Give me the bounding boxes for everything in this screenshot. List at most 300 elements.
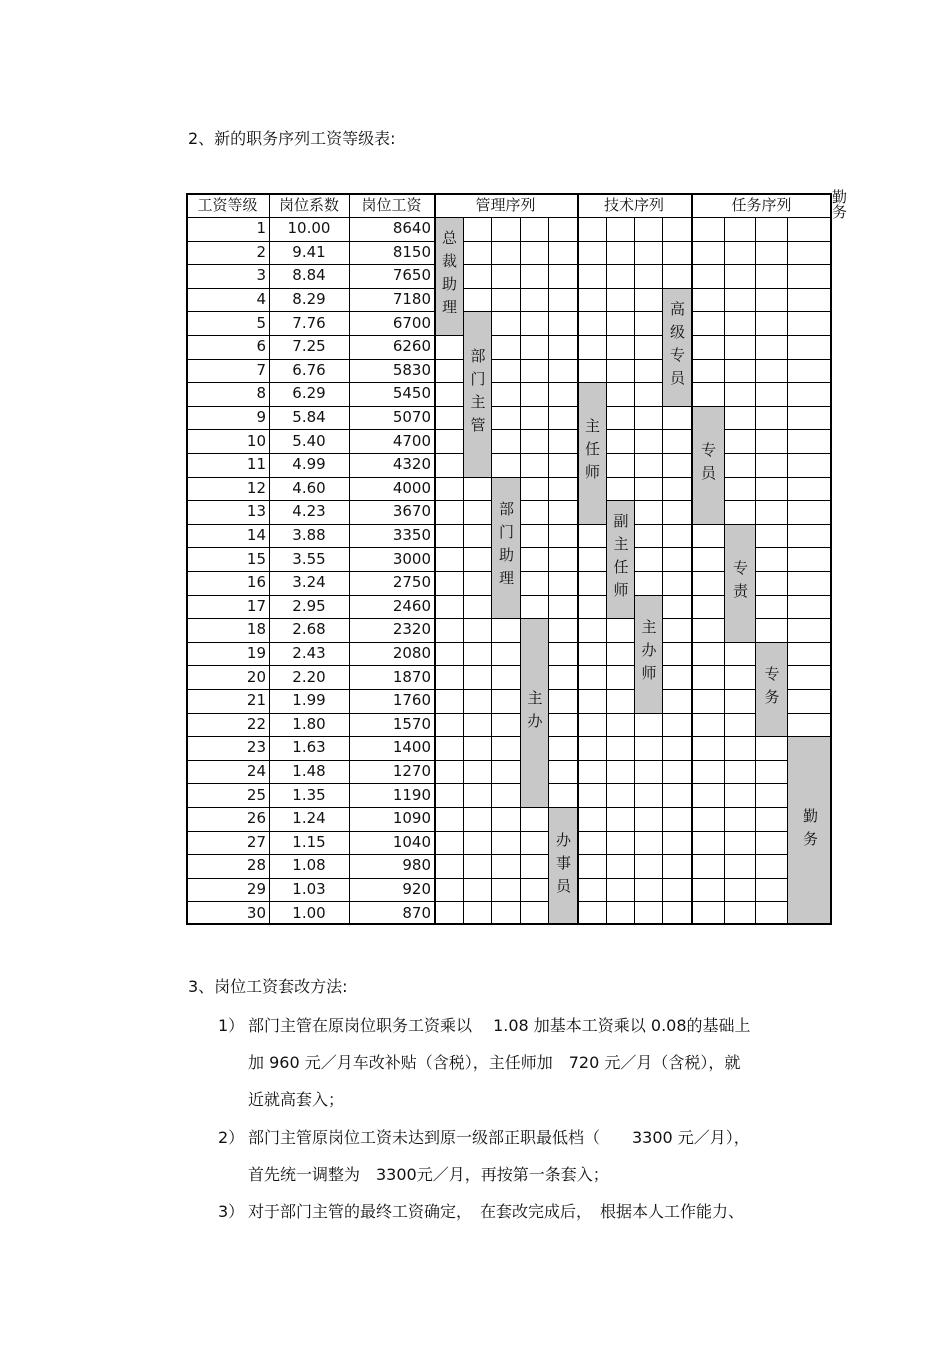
table-cell: 4320	[392, 455, 431, 474]
table-cell: 2320	[392, 620, 431, 639]
table-rule	[691, 783, 693, 807]
rank-band-label: 副主任师	[611, 513, 630, 606]
table-rule	[548, 807, 577, 808]
table-rule	[662, 406, 663, 430]
table-rule	[520, 807, 548, 808]
table-rule	[349, 311, 434, 312]
table-cell: 5830	[392, 360, 431, 379]
table-rule	[755, 831, 787, 832]
table-rule	[520, 335, 548, 336]
table-rule	[662, 382, 663, 406]
table-header-cell: 工资等级	[197, 195, 258, 214]
table-rule	[787, 783, 788, 807]
table-rule	[755, 689, 756, 713]
table-rule	[463, 665, 464, 689]
table-rule	[491, 901, 520, 902]
table-rule	[755, 359, 756, 383]
table-rule	[662, 264, 691, 265]
table-rule	[269, 642, 270, 666]
table-rule	[548, 760, 549, 784]
table-rule	[491, 831, 520, 832]
table-rule	[186, 807, 269, 808]
table-rule	[724, 264, 755, 265]
table-rule	[349, 382, 350, 406]
table-rule	[491, 429, 520, 430]
table-rule	[491, 760, 520, 761]
table-rule	[691, 736, 724, 737]
table-rule	[691, 453, 693, 477]
table-cell: 3.88	[292, 526, 326, 545]
table-rule	[662, 311, 663, 335]
table-rule	[463, 854, 464, 878]
table-rule	[349, 689, 434, 690]
table-cell: 1870	[392, 667, 431, 686]
table-rule	[724, 807, 725, 831]
table-rule	[606, 831, 634, 832]
table-rule	[662, 429, 691, 430]
table-rule	[349, 571, 434, 572]
table-rule	[755, 854, 787, 855]
table-cell: 1.03	[292, 880, 326, 899]
table-rule	[548, 382, 549, 406]
table-rule	[548, 288, 549, 312]
table-rule	[269, 500, 349, 501]
table-rule	[434, 382, 463, 383]
table-rule	[606, 241, 607, 265]
table-cell: 3670	[392, 502, 431, 521]
table-rule	[463, 736, 464, 760]
table-rule	[349, 547, 350, 571]
table-rule	[724, 760, 725, 784]
table-rule	[724, 477, 755, 478]
table-rule	[520, 524, 548, 525]
table-rule	[463, 736, 491, 737]
table-rule	[755, 878, 756, 902]
table-rule	[787, 264, 832, 265]
table-rule	[724, 618, 725, 642]
table-rule	[724, 241, 755, 242]
table-rule	[634, 783, 635, 807]
table-rule	[724, 335, 755, 336]
table-rule	[755, 264, 756, 288]
table-rule	[787, 642, 832, 643]
table-rule	[755, 642, 756, 666]
table-rule	[691, 736, 693, 760]
table-rule	[577, 901, 606, 902]
table-rule	[463, 618, 491, 619]
table-rule	[755, 500, 756, 524]
table-rule	[662, 736, 663, 760]
table-cell: 5450	[392, 384, 431, 403]
table-rule	[434, 477, 463, 478]
table-rule	[491, 878, 492, 902]
table-rule	[577, 736, 579, 760]
table-rule	[269, 642, 349, 643]
item-number: 1）	[218, 1016, 245, 1035]
table-rule	[755, 382, 787, 383]
table-rule	[724, 642, 725, 666]
table-rule	[787, 878, 788, 902]
rank-band-label: 主办师	[639, 619, 658, 689]
table-rule	[548, 665, 577, 666]
table-rule	[755, 595, 756, 619]
table-rule	[520, 453, 548, 454]
table-rule	[606, 689, 607, 713]
table-rule	[787, 311, 788, 335]
table-rule	[434, 713, 463, 714]
table-rule	[662, 665, 663, 689]
table-rule	[186, 783, 269, 784]
table-rule	[634, 783, 662, 784]
table-rule	[634, 854, 662, 855]
table-rule	[606, 736, 607, 760]
table-rule	[755, 618, 756, 642]
table-rule	[724, 642, 755, 643]
table-rule	[269, 760, 270, 784]
table-rule	[577, 783, 606, 784]
table-cell: 29	[246, 880, 266, 899]
table-rule	[349, 571, 350, 595]
table-rule	[755, 524, 756, 548]
table-rule	[606, 618, 607, 642]
table-rule	[491, 241, 520, 242]
table-rule	[662, 689, 663, 713]
table-rule	[349, 241, 434, 242]
table-rule	[491, 477, 520, 478]
table-rule	[787, 311, 832, 312]
table-cell: 8.29	[292, 290, 326, 309]
table-cell: 6.29	[292, 384, 326, 403]
table-rule	[186, 618, 269, 619]
table-rule	[606, 783, 634, 784]
table-rule	[755, 760, 787, 761]
table-rule	[491, 713, 492, 737]
table-rule	[491, 335, 492, 359]
table-rule	[463, 500, 464, 524]
table-cell: 1.24	[292, 809, 326, 828]
table-rule	[269, 713, 349, 714]
table-rule	[434, 854, 463, 855]
table-rule	[491, 642, 520, 643]
table-rule	[463, 665, 491, 666]
table-rule	[434, 500, 436, 524]
table-rule	[691, 878, 693, 902]
table-rule	[691, 547, 693, 571]
table-rule	[662, 500, 691, 501]
table-rule	[548, 689, 577, 690]
table-rule	[186, 500, 269, 501]
section-2-title: 2、新的职务序列工资等级表:	[188, 129, 396, 148]
table-rule	[577, 878, 579, 902]
table-rule	[463, 359, 464, 383]
table-rule	[691, 831, 724, 832]
section-3-title: 3、岗位工资套改方法:	[188, 977, 348, 996]
table-rule	[606, 382, 634, 383]
table-rule	[434, 359, 463, 360]
table-rule	[724, 359, 755, 360]
table-rule	[577, 571, 606, 572]
table-rule	[269, 618, 349, 619]
table-rule	[724, 524, 725, 548]
table-rule	[634, 878, 662, 879]
table-cell: 24	[246, 762, 266, 781]
table-rule	[662, 264, 663, 288]
table-header-cell: 技术序列	[603, 195, 664, 214]
table-rule	[491, 288, 492, 312]
table-rule	[787, 335, 832, 336]
table-rule	[269, 878, 270, 902]
table-rule	[577, 217, 579, 241]
table-cell: 4.99	[292, 455, 326, 474]
table-rule	[755, 854, 756, 878]
table-rule	[548, 595, 577, 596]
table-rule	[755, 595, 787, 596]
table-rule	[491, 311, 492, 335]
table-rule	[548, 571, 549, 595]
table-rule	[755, 736, 787, 737]
table-rule	[606, 335, 607, 359]
table-rule	[269, 736, 270, 760]
table-rule	[520, 571, 521, 595]
table-rule	[520, 618, 521, 642]
table-rule	[691, 642, 693, 666]
table-rule	[491, 760, 492, 784]
table-rule	[662, 878, 691, 879]
rank-band-label: 高级专员	[668, 300, 686, 393]
table-rule	[634, 335, 662, 336]
table-rule	[724, 736, 755, 737]
rank-band-label: 办事员	[554, 831, 572, 901]
table-rule	[434, 595, 463, 596]
table-rule	[520, 854, 521, 878]
table-rule	[269, 406, 349, 407]
table-rule	[577, 453, 579, 477]
table-rule	[755, 335, 787, 336]
table-rule	[755, 547, 756, 571]
table-rule	[755, 524, 787, 525]
table-rule	[491, 241, 492, 265]
table-rule	[434, 477, 436, 501]
table-rule	[186, 264, 269, 265]
table-rule	[548, 854, 549, 878]
table-rule	[434, 311, 436, 335]
table-rule	[520, 241, 548, 242]
table-rule	[520, 595, 548, 596]
table-rule	[755, 571, 787, 572]
table-rule	[691, 571, 724, 572]
table-rule	[755, 807, 756, 831]
table-rule	[606, 878, 634, 879]
table-rule	[606, 901, 607, 925]
table-cell: 1.08	[292, 856, 326, 875]
table-rule	[349, 831, 434, 832]
table-rule	[755, 264, 787, 265]
table-rule	[463, 241, 491, 242]
table-rule	[577, 288, 579, 312]
table-rule	[434, 807, 436, 831]
table-cell: 1.48	[292, 762, 326, 781]
table-rule	[634, 854, 635, 878]
table-rule	[269, 760, 349, 761]
table-rule	[787, 713, 788, 737]
table-rule	[606, 642, 634, 643]
table-rule	[755, 831, 756, 855]
table-rule	[186, 241, 269, 242]
table-rule	[463, 831, 491, 832]
table-rule	[606, 217, 607, 241]
table-rule	[186, 335, 269, 336]
table-rule	[787, 477, 832, 478]
table-rule	[463, 406, 464, 430]
table-rule	[634, 264, 635, 288]
table-rule	[691, 288, 724, 289]
table-rule	[548, 406, 549, 430]
table-rule	[434, 453, 463, 454]
table-rule	[634, 547, 662, 548]
table-rule	[349, 854, 434, 855]
table-rule	[662, 665, 691, 666]
table-rule	[269, 382, 349, 383]
table-rule	[724, 382, 755, 383]
table-cell: 26	[246, 809, 266, 828]
table-rule	[787, 831, 788, 855]
table-rule	[349, 689, 350, 713]
table-rule	[548, 831, 549, 855]
table-rule	[755, 571, 756, 595]
table-rule	[463, 901, 491, 902]
table-cell: 12	[246, 478, 266, 497]
table-rule	[434, 193, 436, 217]
table-rule	[434, 901, 463, 902]
table-rule	[434, 429, 436, 453]
table-rule	[491, 217, 492, 241]
table-rule	[269, 595, 270, 619]
table-rule	[491, 783, 492, 807]
table-cell: 1270	[392, 762, 431, 781]
table-rule	[634, 477, 635, 501]
table-rule	[724, 595, 725, 619]
table-rule	[606, 500, 634, 501]
table-rule	[434, 878, 463, 879]
table-rule	[724, 571, 725, 595]
table-rule	[577, 571, 579, 595]
table-rule	[606, 429, 634, 430]
table-rule	[577, 713, 606, 714]
table-rule	[577, 264, 606, 265]
table-rule	[186, 359, 269, 360]
table-rule	[691, 524, 693, 548]
table-rule	[662, 807, 691, 808]
table-rule	[606, 713, 634, 714]
table-rule	[787, 429, 832, 430]
table-rule	[491, 783, 520, 784]
table-rule	[606, 831, 607, 855]
table-rule	[269, 311, 349, 312]
table-cell: 1.63	[292, 738, 326, 757]
table-rule	[755, 359, 787, 360]
table-rule	[691, 264, 724, 265]
table-rule	[491, 807, 520, 808]
table-rule	[691, 854, 724, 855]
table-rule	[548, 618, 577, 619]
table-rule	[434, 831, 463, 832]
table-rule	[269, 689, 349, 690]
table-rule	[186, 524, 269, 525]
table-cell: 15	[246, 549, 266, 568]
table-rule	[634, 382, 635, 406]
table-rule	[787, 406, 788, 430]
table-rule	[724, 477, 725, 501]
table-rule	[691, 854, 693, 878]
table-rule	[463, 524, 491, 525]
table-rule	[787, 241, 832, 242]
table-rule	[520, 713, 521, 737]
table-rule	[349, 807, 350, 831]
table-cell: 5070	[392, 408, 431, 427]
table-rule	[349, 760, 350, 784]
table-rule	[463, 713, 464, 737]
table-rule	[349, 264, 350, 288]
table-rule	[548, 406, 577, 407]
table-rule	[724, 901, 755, 902]
table-rule	[634, 217, 635, 241]
table-rule	[349, 595, 350, 619]
table-rule	[520, 807, 521, 831]
table-rule	[787, 571, 832, 572]
table-cell: 11	[246, 455, 266, 474]
table-rule	[755, 807, 787, 808]
table-rule	[548, 264, 549, 288]
table-rule	[662, 241, 663, 265]
table-rule	[577, 595, 606, 596]
table-rule	[634, 831, 635, 855]
table-rule	[186, 595, 269, 596]
table-rule	[434, 618, 463, 619]
table-rule	[463, 760, 464, 784]
table-rule	[186, 547, 269, 548]
table-rule	[463, 760, 491, 761]
table-rule	[463, 713, 491, 714]
table-rule	[662, 595, 663, 619]
table-rule	[724, 878, 755, 879]
table-rule	[691, 406, 724, 407]
table-rule	[434, 736, 463, 737]
table-rule	[520, 665, 521, 689]
table-rule	[349, 618, 350, 642]
table-rule	[434, 524, 463, 525]
table-rule	[724, 713, 755, 714]
table-rule	[724, 382, 725, 406]
table-rule	[349, 783, 350, 807]
table-header-cell: 管理序列	[475, 195, 536, 214]
table-rule	[724, 429, 755, 430]
table-rule	[787, 359, 832, 360]
table-rule	[606, 500, 607, 524]
table-cell: 13	[246, 502, 266, 521]
table-rule	[691, 831, 693, 855]
table-rule	[691, 477, 693, 501]
table-rule	[491, 264, 492, 288]
table-rule	[606, 713, 607, 737]
table-cell: 6700	[392, 313, 431, 332]
table-rule	[577, 524, 579, 548]
table-rule	[577, 193, 579, 217]
table-header-cell: 岗位工资	[361, 195, 422, 214]
table-rule	[186, 665, 269, 666]
table-rule	[662, 783, 691, 784]
table-cell: 3.55	[292, 549, 326, 568]
table-rule	[548, 335, 577, 336]
